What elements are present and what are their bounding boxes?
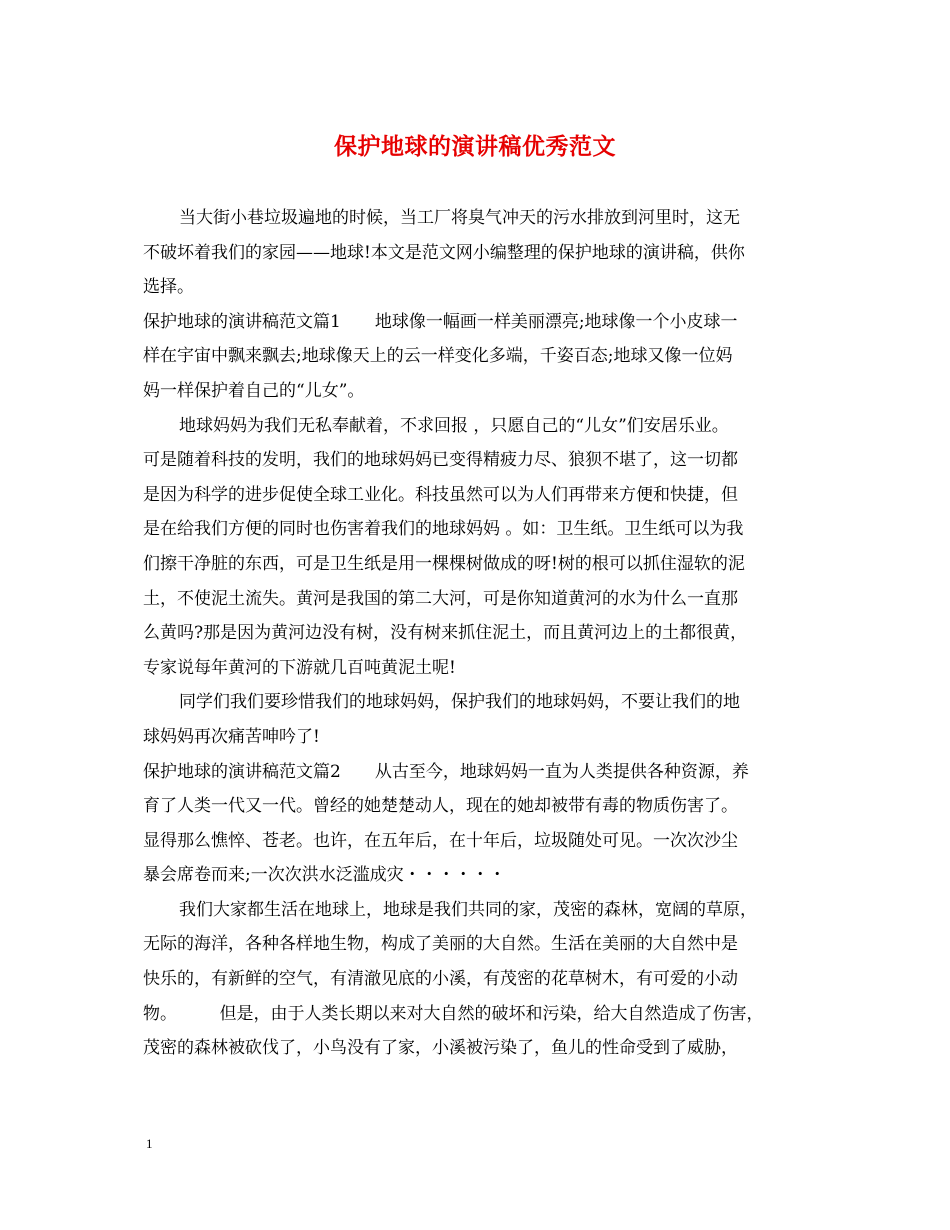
- body-line: 无际的海洋，各种各样地生物，构成了美丽的大自然。生活在美丽的大自然中是: [143, 934, 738, 955]
- body-line: 暴会席卷而来;一次次洪水泛滥成灾・・・・・・: [143, 865, 506, 886]
- body-line: 我们大家都生活在地球上，地球是我们共同的家，茂密的森林，宽阔的草原，: [179, 899, 757, 920]
- body-line: 土，不使泥土流失。黄河是我国的第二大河，可是你知道黄河的水为什么一直那: [143, 588, 738, 609]
- body-line: 是因为科学的进步促使全球工业化。科技虽然可以为人们再带来方便和快捷，但: [143, 484, 738, 505]
- body-line: 球妈妈再次痛苦呻吟了!: [143, 726, 320, 747]
- document-body: [143, 201, 823, 1066]
- body-line: 妈一样保护着自己的“儿女”。: [143, 380, 365, 401]
- body-line: 专家说每年黄河的下游就几百吨黄泥土呢!: [143, 657, 456, 678]
- body-line: 同学们我们要珍惜我们的地球妈妈，保护我们的地球妈妈，不要让我们的地: [179, 692, 740, 713]
- body-line: 选择。: [143, 277, 194, 298]
- body-line: 当大街小巷垃圾遍地的时候，当工厂将臭气冲天的污水排放到河里时，这无: [179, 208, 740, 228]
- page-number: 1: [146, 1136, 153, 1151]
- body-line: 可是随着科技的发明，我们的地球妈妈已变得精疲力尽、狼狈不堪了，这一切都: [143, 450, 738, 471]
- body-line: 育了人类一代又一代。曾经的她楚楚动人，现在的她却被带有毒的物质伤害了。: [143, 796, 738, 817]
- body-line: 不破坏着我们的家园——地球!本文是范文网小编整理的保护地球的演讲稿，供你: [143, 242, 745, 263]
- body-line: 快乐的，有新鲜的空气，有清澈见底的小溪，有茂密的花草树木，有可爱的小动: [143, 969, 738, 990]
- body-line: 保护地球的演讲稿范文篇1 地球像一幅画一样美丽漂亮;地球像一个小皮球一: [143, 311, 738, 332]
- body-line: 保护地球的演讲稿范文篇2 从古至今，地球妈妈一直为人类提供各种资源，养: [143, 761, 749, 782]
- body-line: 是在给我们方便的同时也伤害着我们的地球妈妈 。如：卫生纸。卫生纸可以为我: [143, 519, 744, 540]
- body-line: 样在宇宙中飘来飘去;地球像天上的云一样变化多端，千姿百态;地球又像一位妈: [143, 346, 733, 367]
- body-line: 么黄吗?那是因为黄河边没有树，没有树来抓住泥土，而且黄河边上的土都很黄，: [143, 623, 748, 644]
- body-line: 地球妈妈为我们无私奉献着，不求回报 ，只愿自己的“儿女”们安居乐业。: [179, 415, 729, 436]
- body-line: 茂密的森林被砍伐了，小鸟没有了家，小溪被污染了，鱼儿的性命受到了威胁，: [143, 1038, 738, 1059]
- body-line: 物。 但是，由于人类长期以来对大自然的破坏和污染，给大自然造成了伤害，: [143, 1003, 764, 1024]
- document-title: 保护地球的演讲稿优秀范文: [334, 133, 616, 160]
- body-line: 显得那么憔悴、苍老。也许，在五年后，在十年后，垃圾随处可见。一次次沙尘: [143, 830, 738, 851]
- body-line: 们擦干净脏的东西，可是卫生纸是用一棵棵树做成的呀!树的根可以抓住湿软的泥: [143, 553, 745, 574]
